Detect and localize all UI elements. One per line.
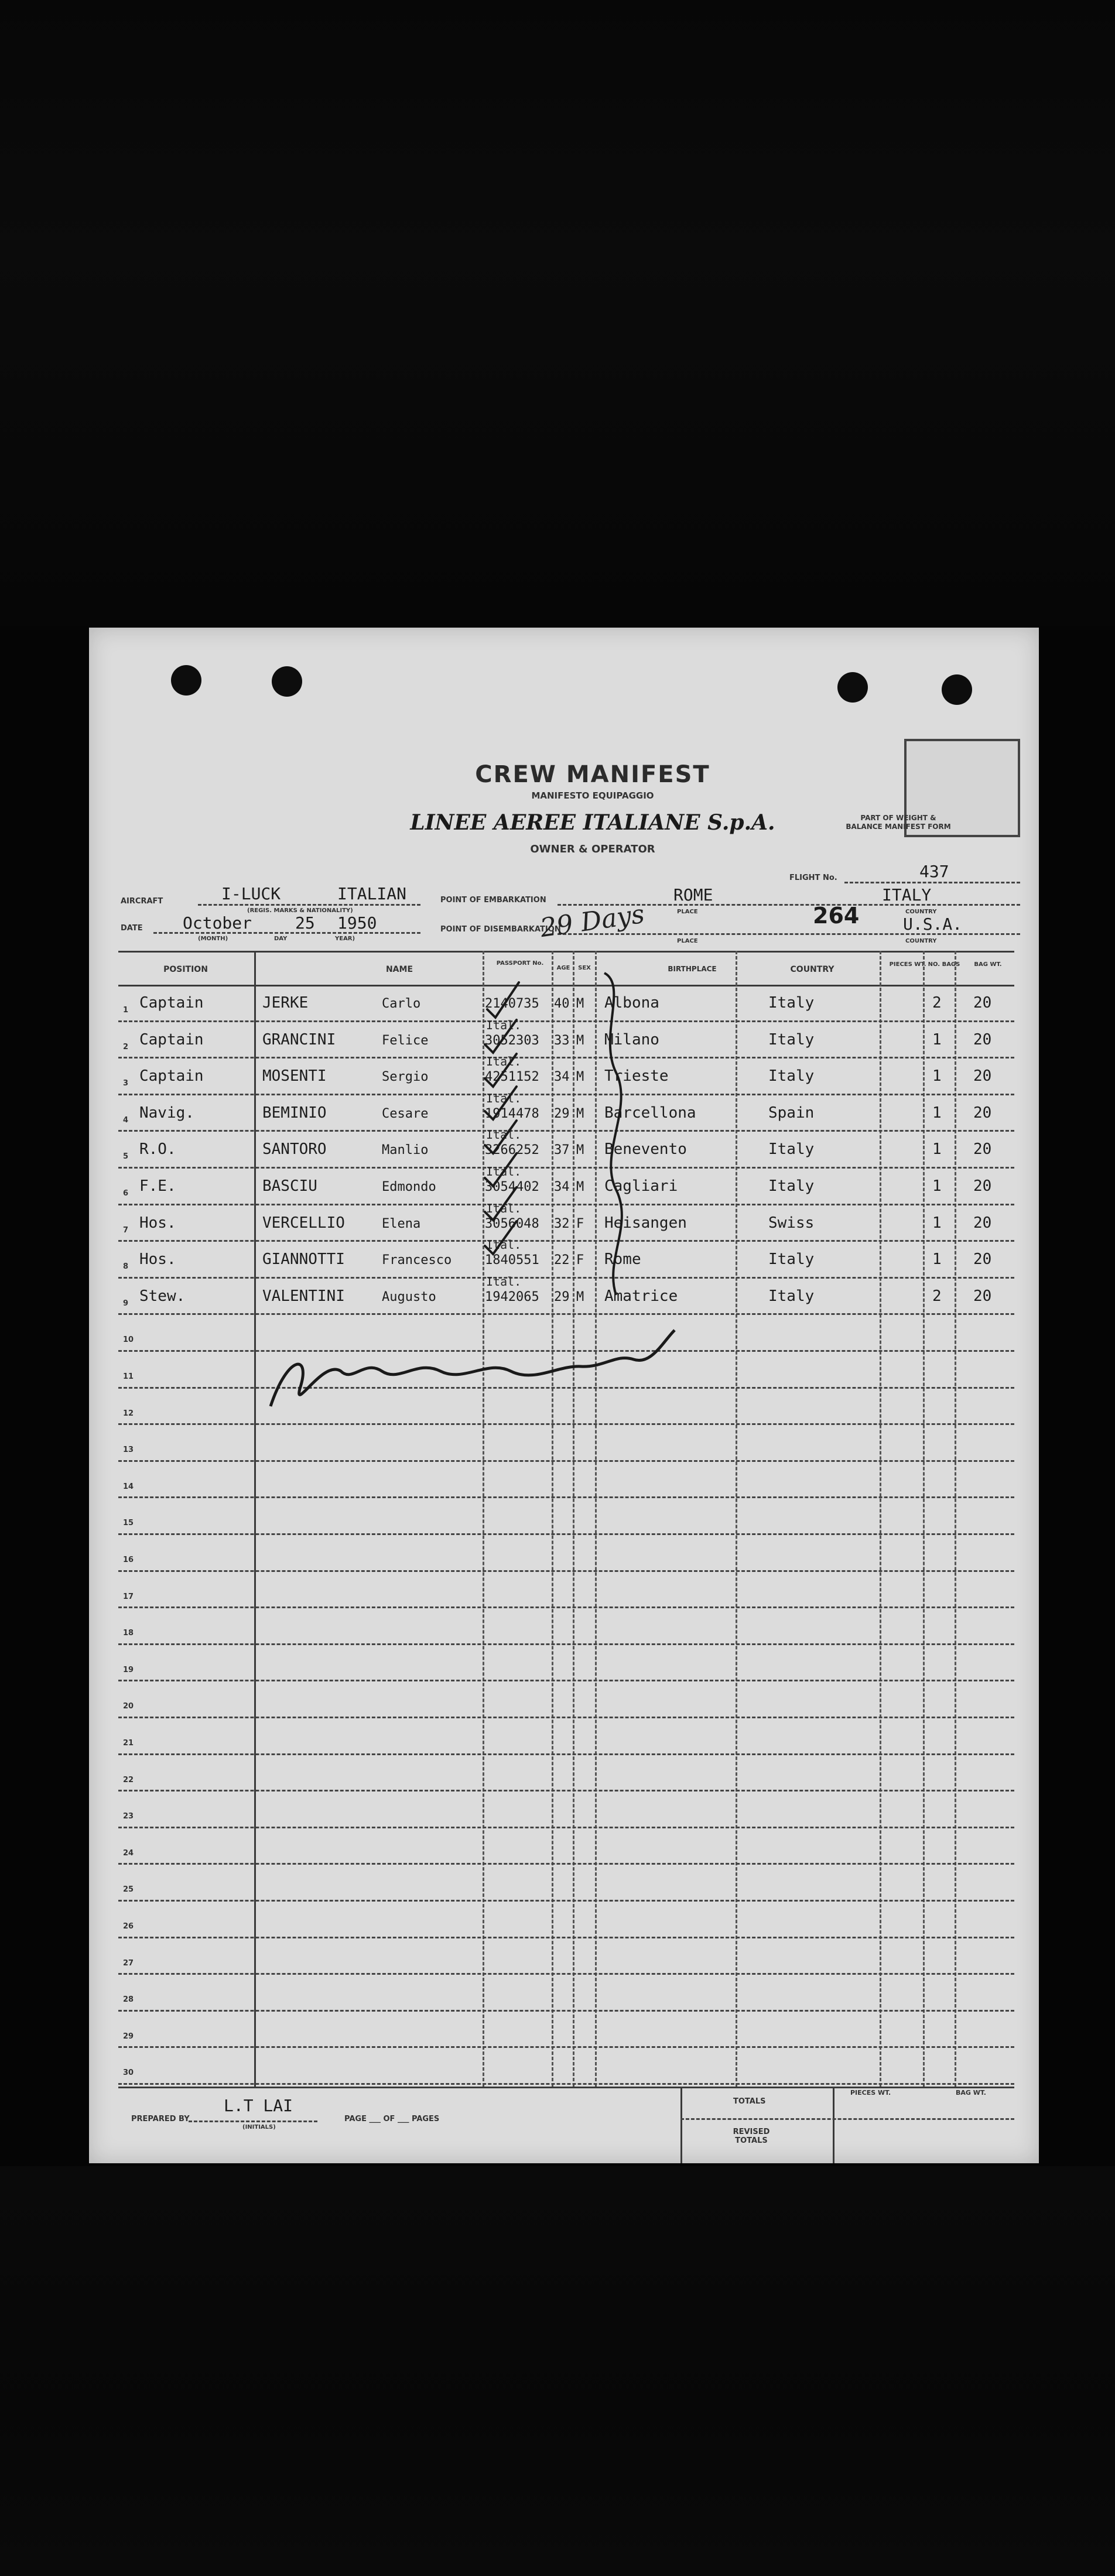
col-name: NAME [385, 965, 413, 974]
row-number: 11 [123, 1372, 134, 1381]
country-caption: COUNTRY [905, 909, 937, 915]
crew-first-name: Sergio [382, 1070, 429, 1085]
col-bag-wt: BAG WT. [974, 961, 1002, 968]
prepared-by-value: L.T LAI [224, 2096, 293, 2115]
brace-mark-icon [604, 973, 622, 1295]
row-number: 9 [123, 1299, 129, 1308]
signature-icon [271, 1330, 675, 1406]
crew-passport: 2140735 [485, 996, 539, 1011]
crew-sex: M [576, 1070, 584, 1085]
row-number: 3 [123, 1079, 129, 1088]
crew-passport: 3052303 [485, 1033, 539, 1048]
crew-country: Italy [768, 1030, 815, 1049]
row-number: 18 [123, 1629, 134, 1638]
crew-surname: BEMINIO [262, 1104, 327, 1122]
row-number: 2 [123, 1042, 129, 1051]
row-number: 21 [123, 1739, 134, 1748]
crew-birthplace: Trieste [604, 1067, 669, 1085]
crew-position: Captain [139, 1067, 204, 1085]
scanner-background-top [0, 0, 1115, 626]
row-number: 13 [123, 1445, 134, 1455]
col-birthplace: BIRTHPLACE [668, 965, 717, 973]
crew-country: Italy [768, 1287, 815, 1305]
row-number: 29 [123, 2032, 134, 2041]
crew-age: 40 [554, 996, 570, 1011]
crew-sex: M [576, 1106, 584, 1121]
row-number: 20 [123, 1702, 134, 1711]
nationality-mark: Ital. [486, 1164, 522, 1179]
crew-position: Hos. [139, 1214, 176, 1232]
date-caption-day: DAY [274, 936, 288, 942]
crew-sex: M [576, 1143, 584, 1158]
row-number: 27 [123, 1958, 134, 1968]
crew-bags: 2 [932, 1287, 942, 1305]
crew-country: Italy [768, 1140, 815, 1159]
crew-position: Navig. [139, 1104, 194, 1122]
crew-passport: 3056048 [485, 1216, 539, 1231]
crew-sex: M [576, 1033, 584, 1048]
date-day: 25 [295, 913, 315, 933]
nationality-mark: Ital. [486, 1128, 522, 1142]
crew-position: Captain [139, 1030, 204, 1049]
crew-age: 34 [554, 1070, 570, 1085]
col-sex: SEX [578, 965, 591, 971]
crew-surname: GIANNOTTI [262, 1251, 345, 1269]
crew-surname: MOSENTI [262, 1067, 327, 1085]
regis-caption: (REGIS. MARKS & NATIONALITY) [247, 907, 353, 914]
row-number: 22 [123, 1775, 134, 1784]
row-number: 5 [123, 1152, 129, 1162]
row-number: 8 [123, 1262, 129, 1272]
row-number: 12 [123, 1409, 134, 1418]
prepared-by-label: PREPARED BY [131, 2115, 190, 2123]
crew-bags: 1 [932, 1177, 942, 1195]
crew-country: Spain [768, 1104, 815, 1122]
check-marks [485, 982, 522, 1254]
crew-bags: 1 [932, 1140, 942, 1159]
embarkation-label: POINT OF EMBARKATION [440, 896, 546, 905]
nationality-mark: Ital. [486, 1091, 522, 1105]
disembarkation-label: POINT OF DISEMBARKATION [440, 925, 561, 934]
crew-position: Captain [139, 994, 204, 1012]
crew-age: 29 [554, 1106, 570, 1121]
col-position: POSITION [163, 965, 208, 974]
crew-first-name: Cesare [382, 1106, 429, 1121]
manifest-sheet [89, 628, 1039, 2163]
col-pieces-wt: PIECES WT. [889, 961, 926, 968]
crew-first-name: Felice [382, 1033, 429, 1048]
crew-birthplace: Albona [604, 994, 659, 1012]
check-mark-icon [485, 1020, 517, 1053]
crew-bag-weight: 20 [973, 1177, 992, 1195]
row-number: 23 [123, 1812, 134, 1821]
date-caption-month: (MONTH) [198, 936, 228, 942]
crew-position: F.E. [139, 1177, 176, 1195]
place-caption: PLACE [677, 909, 698, 915]
flight-number: 437 [919, 862, 949, 881]
row-number: 25 [123, 1885, 134, 1895]
totals-label: TOTALS [733, 2097, 766, 2106]
crew-bags: 1 [932, 1214, 942, 1232]
col-country: COUNTRY [790, 965, 834, 974]
nationality-mark: Ital. [486, 1018, 522, 1032]
crew-bag-weight: 20 [973, 1030, 992, 1049]
crew-sex: F [576, 1253, 584, 1268]
row-number: 14 [123, 1482, 134, 1491]
aircraft-registration: I-LUCK [221, 884, 281, 903]
page-count-text: PAGE ___ OF ___ PAGES [344, 2115, 440, 2123]
crew-surname: GRANCINI [262, 1030, 336, 1049]
check-mark-icon [487, 982, 519, 1018]
crew-age: 22 [554, 1253, 570, 1268]
crew-bags: 1 [932, 1067, 942, 1085]
check-mark-icon [485, 1054, 517, 1087]
crew-bags: 1 [932, 1251, 942, 1269]
crew-sex: M [576, 1180, 584, 1194]
date-month: October [183, 913, 252, 933]
crew-first-name: Edmondo [382, 1180, 436, 1194]
crew-birthplace: Benevento [604, 1140, 687, 1159]
pieces-wt-footer-label: PIECES WT. [850, 2089, 891, 2097]
crew-bags: 1 [932, 1104, 942, 1122]
crew-age: 37 [554, 1143, 570, 1158]
row-number: 4 [123, 1115, 129, 1125]
crew-country: Swiss [768, 1214, 815, 1232]
row-number: 19 [123, 1665, 134, 1674]
crew-surname: SANTORO [262, 1140, 327, 1159]
crew-age: 33 [554, 1033, 570, 1048]
bag-wt-footer-label: BAG WT. [956, 2089, 986, 2097]
crew-age: 32 [554, 1216, 570, 1231]
ink-annotations [89, 628, 1039, 2163]
crew-sex: M [576, 996, 584, 1011]
aircraft-label: AIRCRAFT [121, 897, 163, 906]
crew-bag-weight: 20 [973, 1067, 992, 1085]
crew-passport: 3054402 [485, 1180, 539, 1194]
check-mark-icon [485, 1087, 517, 1119]
crew-bag-weight: 20 [973, 1140, 992, 1159]
crew-birthplace: Barcellona [604, 1104, 696, 1122]
nationality-mark: Ital. [486, 1238, 522, 1252]
crew-sex: M [576, 1289, 584, 1304]
crew-country: Italy [768, 1067, 815, 1085]
disembarkation-country: U.S.A. [903, 914, 963, 934]
flight-label: FLIGHT No. [789, 873, 837, 882]
crew-birthplace: Rome [604, 1251, 641, 1269]
crew-first-name: Francesco [382, 1253, 452, 1268]
crew-surname: JERKE [262, 994, 309, 1012]
row-number: 7 [123, 1225, 129, 1235]
crew-position: R.O. [139, 1140, 176, 1159]
handwritten-note: 29 Days [538, 899, 647, 944]
crew-bag-weight: 20 [973, 1104, 992, 1122]
operator-name: LINEE AEREE ITALIANE S.p.A. [410, 810, 775, 835]
check-mark-icon [485, 1187, 517, 1220]
row-number: 15 [123, 1519, 134, 1528]
date-year: 1950 [337, 913, 377, 933]
crew-birthplace: Heisangen [604, 1214, 687, 1232]
col-no-bags: NO. BAGS [928, 961, 960, 968]
check-mark-icon [485, 1221, 517, 1254]
row-number: 1 [123, 1006, 129, 1015]
embarkation-country: ITALY [882, 885, 932, 905]
row-number: 10 [123, 1335, 134, 1345]
date-label: DATE [121, 924, 143, 933]
crew-bags: 2 [932, 994, 942, 1012]
crew-country: Italy [768, 1177, 815, 1195]
crew-first-name: Manlio [382, 1143, 429, 1158]
check-mark-icon [485, 1121, 517, 1153]
crew-passport: 4251152 [485, 1070, 539, 1085]
stamp-caption: PART OF WEIGHT & BALANCE MANIFEST FORM [846, 814, 951, 831]
crew-surname: VALENTINI [262, 1287, 345, 1305]
row-number: 26 [123, 1922, 134, 1931]
crew-bag-weight: 20 [973, 1251, 992, 1269]
handwritten-number: 264 [813, 903, 860, 929]
crew-first-name: Elena [382, 1216, 421, 1231]
row-number: 30 [123, 2068, 134, 2078]
row-number: 17 [123, 1592, 134, 1601]
crew-passport: 1914478 [485, 1106, 539, 1121]
crew-birthplace: Milano [604, 1030, 659, 1049]
crew-birthplace: Amatrice [604, 1287, 678, 1305]
crew-passport: 1840551 [485, 1253, 539, 1268]
crew-sex: F [576, 1216, 584, 1231]
col-passport: PASSPORT No. [496, 960, 544, 967]
crew-surname: BASCIU [262, 1177, 317, 1195]
row-number: 28 [123, 1995, 134, 2005]
scanner-background-bottom [0, 2166, 1115, 2576]
country-caption-2: COUNTRY [905, 938, 937, 944]
initials-caption: (INITIALS) [242, 2124, 276, 2130]
form-subtitle: MANIFESTO EQUIPAGGIO [531, 790, 654, 801]
row-number: 6 [123, 1189, 129, 1198]
crew-country: Italy [768, 994, 815, 1012]
nationality-mark: Ital. [486, 1201, 522, 1215]
date-caption-year: YEAR) [335, 936, 355, 942]
crew-bag-weight: 20 [973, 1287, 992, 1305]
aircraft-nationality: ITALIAN [337, 884, 407, 903]
nationality-mark: Ital. [486, 1274, 522, 1289]
crew-passport: 1942065 [485, 1289, 539, 1304]
check-mark-icon [485, 1153, 517, 1186]
crew-first-name: Augusto [382, 1289, 436, 1304]
crew-country: Italy [768, 1251, 815, 1269]
crew-position: Hos. [139, 1251, 176, 1269]
revised-totals-label: REVISED TOTALS [733, 2128, 770, 2145]
col-age: AGE [556, 965, 570, 971]
crew-bag-weight: 20 [973, 1214, 992, 1232]
embarkation-place: ROME [673, 885, 713, 905]
row-number: 24 [123, 1848, 134, 1858]
place-caption-2: PLACE [677, 938, 698, 944]
operator-label: OWNER & OPERATOR [530, 843, 655, 855]
crew-bags: 1 [932, 1030, 942, 1049]
crew-position: Stew. [139, 1287, 186, 1305]
crew-passport: 3266252 [485, 1143, 539, 1158]
crew-birthplace: Cagliari [604, 1177, 678, 1195]
form-title: CREW MANIFEST [475, 761, 710, 788]
crew-bag-weight: 20 [973, 994, 992, 1012]
crew-age: 34 [554, 1180, 570, 1194]
crew-surname: VERCELLIO [262, 1214, 345, 1232]
crew-first-name: Carlo [382, 996, 421, 1011]
crew-age: 29 [554, 1289, 570, 1304]
row-number: 16 [123, 1556, 134, 1564]
nationality-mark: Ital. [486, 1054, 522, 1069]
